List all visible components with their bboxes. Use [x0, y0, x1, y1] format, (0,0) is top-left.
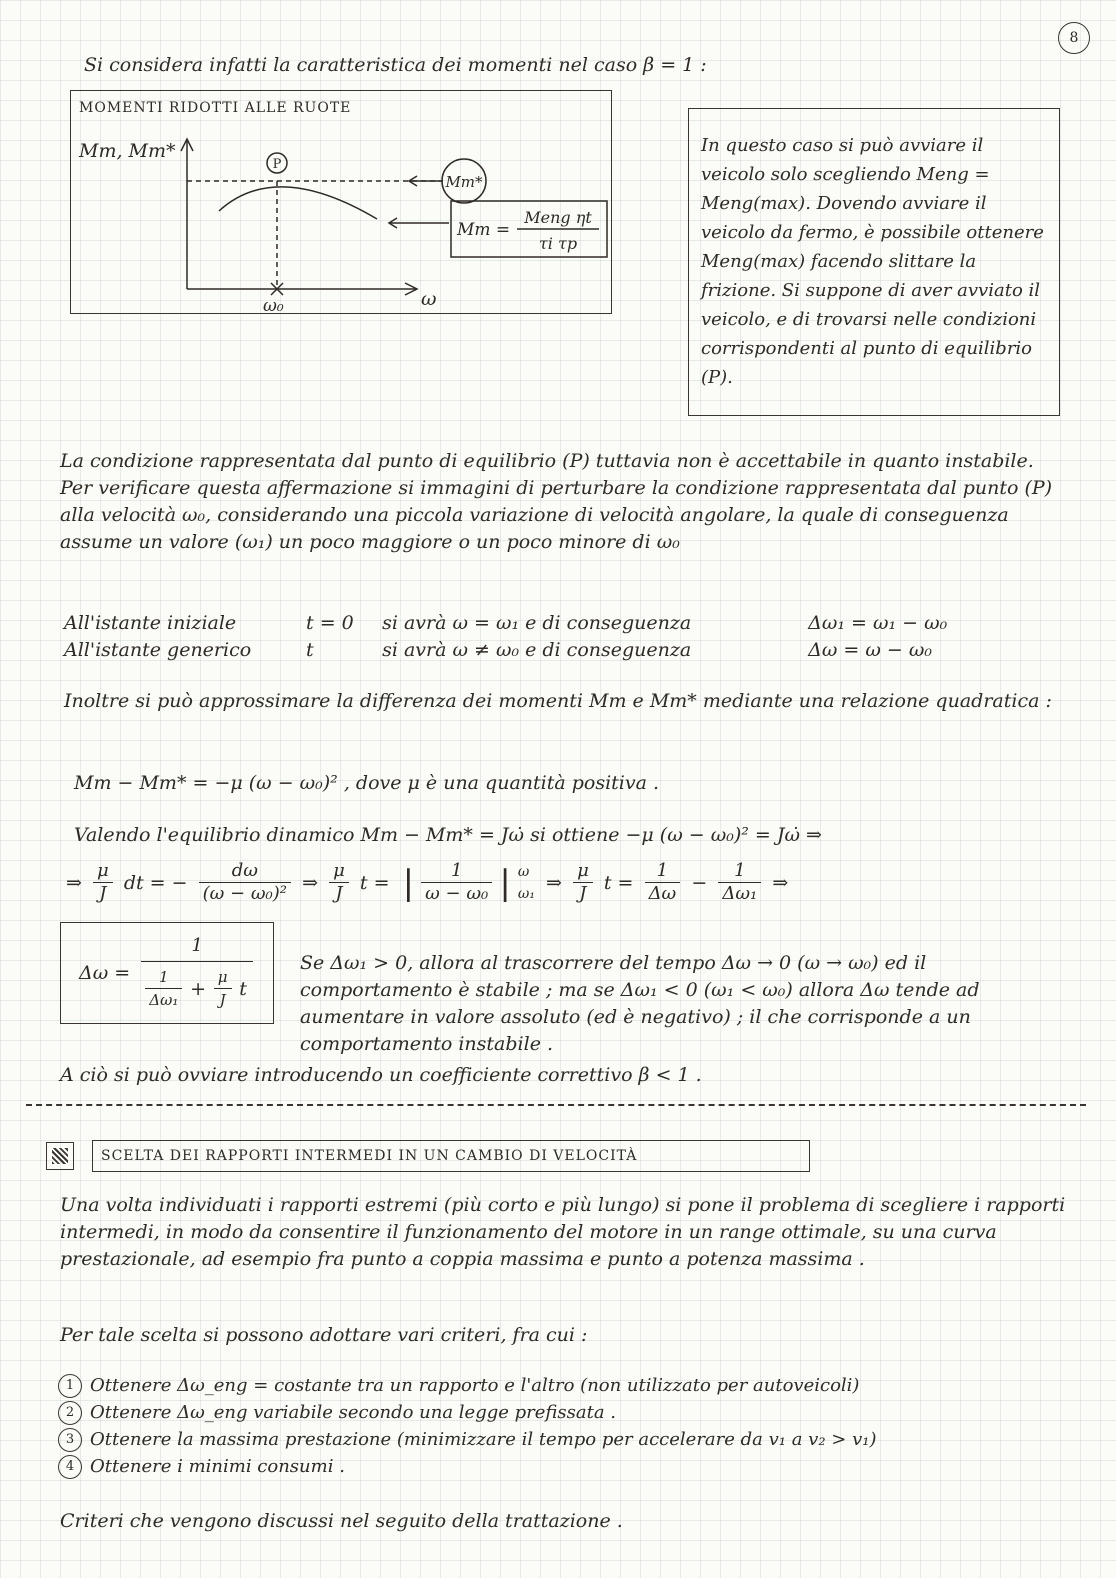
t-equals: t = — [359, 871, 390, 894]
implies-arrow: ⇒ — [66, 871, 82, 894]
fraction-num: 1 — [421, 860, 492, 883]
fraction-den: (ω − ω₀)² — [202, 883, 287, 904]
fraction-one-over-domega1 — [718, 860, 761, 905]
omega0-label: ω₀ — [263, 296, 284, 313]
fraction-integral — [421, 860, 492, 905]
section-title-box — [92, 1140, 810, 1172]
paragraph-instability: La condizione rappresentata dal punto di equilibrio (P) tuttavia non è accettabile in quanto instabile. Per verificare questa affermazione si immagini di perturbare la condizione rappresentata dal punto (P) alla velocità ω₀, considerando una piccola variazione di velocità angolare, la quale di conseguenza assume un valore (ω₁) un poco maggiore o un poco minore di ω₀ — [60, 450, 1053, 553]
dashed-divider — [26, 1104, 1086, 1106]
dt-term: dt = − — [123, 871, 188, 894]
equation-derivation — [60, 860, 794, 905]
t-equals: t = — [603, 871, 634, 894]
note-box — [688, 108, 1060, 416]
boxed-lhs: Δω = — [79, 962, 131, 984]
paragraph-approximation: Inoltre si può approssimare la differenza dei momenti Mm e Mm* mediante una relazione quadratica : — [64, 690, 1052, 712]
criteria-text: Ottenere Δω_eng = costante tra un rapporto e l'altro (non utilizzato per autoveicoli) — [90, 1375, 860, 1396]
fraction-mu-over-j — [573, 860, 593, 905]
fraction-den: Δω — [648, 883, 677, 904]
boxed-numerator: 1 — [141, 935, 253, 962]
integration-limits — [518, 861, 535, 905]
instant-initial-cond: t = 0 — [306, 612, 354, 634]
implies-arrow: ⇒ — [546, 871, 562, 894]
criteria-text: Ottenere i minimi consumi . — [90, 1456, 345, 1477]
fraction-den: Δω₁ — [149, 991, 179, 1009]
instant-generic-cond: t — [306, 639, 314, 661]
fraction-den: J — [579, 883, 587, 904]
mm-formula-num: Meng ηt — [524, 208, 592, 227]
criteria-item — [58, 1453, 1098, 1480]
instant-initial-label: All'istante iniziale — [64, 612, 237, 634]
criteria-text: Ottenere la massima prestazione (minimizzare il tempo per accelerare da v₁ a v₂ > v₁) — [90, 1429, 877, 1450]
paragraph-intermediate-ratios: Una volta individuati i rapporti estremi (più corto e più lungo) si pone il problema di scegliere i rapporti intermedi, in modo da consentire il funzionamento del motore in un range ottimale, su una curva prestazionale, ad esempio fra punto a coppia massima e punto a potenza massima . — [60, 1194, 1066, 1270]
fraction-den: J — [335, 883, 343, 904]
bracket-right: | — [499, 862, 511, 903]
instant-generic — [64, 637, 1064, 664]
fraction-num: 1 — [145, 966, 182, 989]
criteria-item — [58, 1372, 1098, 1399]
bracket-left: | — [402, 862, 415, 903]
mm-formula-lhs: Mm = — [457, 220, 511, 240]
fraction-num: μ — [329, 860, 349, 883]
criteria-number: 2 — [58, 1401, 82, 1425]
instant-generic-mid: si avrà ω ≠ ω₀ e di conseguenza — [382, 639, 692, 661]
fraction-num: μ — [214, 966, 232, 989]
fraction-num: 1 — [718, 860, 761, 883]
fraction-den: Δω₁ — [722, 883, 758, 904]
x-axis-label: ω — [421, 288, 437, 310]
intro-line: Si considera infatti la caratteristica dei momenti nel caso β = 1 : — [84, 54, 707, 76]
criteria-number: 4 — [58, 1455, 82, 1479]
plus-sign: + — [190, 977, 207, 1000]
paragraph-criteria-intro: Per tale scelta si possono adottare vari criteri, fra cui : — [60, 1324, 588, 1346]
implies-arrow: ⇒ — [302, 871, 318, 894]
fraction-den: J — [99, 883, 107, 904]
instant-generic-label: All'istante generico — [64, 639, 252, 661]
boxed-denominator — [141, 962, 253, 1011]
fraction-num: μ — [93, 860, 113, 883]
criteria-item — [58, 1426, 1098, 1453]
paragraph-correction: A ciò si può ovviare introducendo un coefficiente correttivo β < 1 . — [60, 1064, 702, 1086]
implies-arrow: ⇒ — [772, 871, 789, 894]
minus-sign: − — [691, 871, 708, 894]
section-title: SCELTA DEI RAPPORTI INTERMEDI IN UN CAMBIO DI VELOCITÀ — [101, 1148, 638, 1164]
instants-block — [64, 610, 1064, 664]
criteria-item — [58, 1399, 1098, 1426]
t-term: t — [239, 977, 247, 1000]
instant-generic-result: Δω = ω − ω₀ — [808, 639, 932, 661]
mm-formula-den: τi τp — [538, 234, 578, 253]
fraction-num: μ — [573, 860, 593, 883]
instant-initial — [64, 610, 1064, 637]
section-marker-icon — [46, 1142, 74, 1170]
instant-initial-mid: si avrà ω = ω₁ e di conseguenza — [382, 612, 692, 634]
torque-curve — [219, 187, 377, 219]
fraction-num: dω — [199, 860, 291, 883]
limit-top: ω — [517, 863, 530, 880]
fraction-one-over-domega — [645, 860, 681, 905]
boxed-fraction — [141, 935, 253, 1011]
fraction-mu-over-j — [214, 966, 232, 1011]
fraction-mu-over-j — [93, 860, 113, 905]
torque-chart — [70, 90, 612, 314]
fraction-den: ω − ω₀ — [425, 883, 489, 904]
point-p-label: P — [272, 157, 282, 172]
criteria-list — [58, 1372, 1098, 1480]
boxed-equation — [60, 922, 274, 1024]
paragraph-dynamic-equilibrium: Valendo l'equilibrio dinamico Mm − Mm* = Jω̇ si ottiene −μ (ω − ω₀)² = Jω̇ ⇒ — [74, 824, 822, 846]
paragraph-stability-analysis: Se Δω₁ > 0, allora al trascorrere del tempo Δω → 0 (ω → ω₀) ed il comportamento è stabile ; ma se Δω₁ < 0 (ω₁ < ω₀) allora Δω tende ad aumentare in valore assoluto (ed è negativo) ; il che corrisponde a un comportamento instabile . — [300, 952, 980, 1055]
fraction-domega — [199, 860, 291, 905]
chart-title: MOMENTI RIDOTTI ALLE RUOTE — [79, 100, 352, 116]
fraction-num: 1 — [645, 860, 681, 883]
page-number: 8 — [1058, 22, 1090, 54]
mstar-label: Mm* — [445, 173, 483, 191]
chart-drawing — [71, 91, 611, 313]
criteria-number: 3 — [58, 1428, 82, 1452]
limit-bottom: ω₁ — [517, 885, 535, 902]
note-text: In questo caso si può avviare il veicolo solo scegliendo Meng = Meng(max). Dovendo avviare il veicolo da fermo, è possibile ottenere Meng(max) facendo slittare la frizione. Si suppone di aver avviato il veicolo, e di trovarsi nelle condizioni corrispondenti al punto di equilibrio (P). — [701, 135, 1044, 388]
fraction-den: J — [219, 991, 226, 1009]
fraction-mu-over-j — [329, 860, 349, 905]
criteria-number: 1 — [58, 1374, 82, 1398]
y-axis-label: Mm, Mm* — [79, 140, 176, 162]
boxed-equation-content — [73, 935, 253, 1011]
instant-initial-result: Δω₁ = ω₁ − ω₀ — [808, 612, 948, 634]
paragraph-closing: Criteri che vengono discussi nel seguito della trattazione . — [60, 1510, 623, 1532]
criteria-text: Ottenere Δω_eng variabile secondo una legge prefissata . — [90, 1402, 617, 1423]
equation-quadratic: Mm − Mm* = −μ (ω − ω₀)² , dove μ è una quantità positiva . — [74, 772, 660, 794]
fraction-one-over-domega1 — [145, 966, 182, 1011]
